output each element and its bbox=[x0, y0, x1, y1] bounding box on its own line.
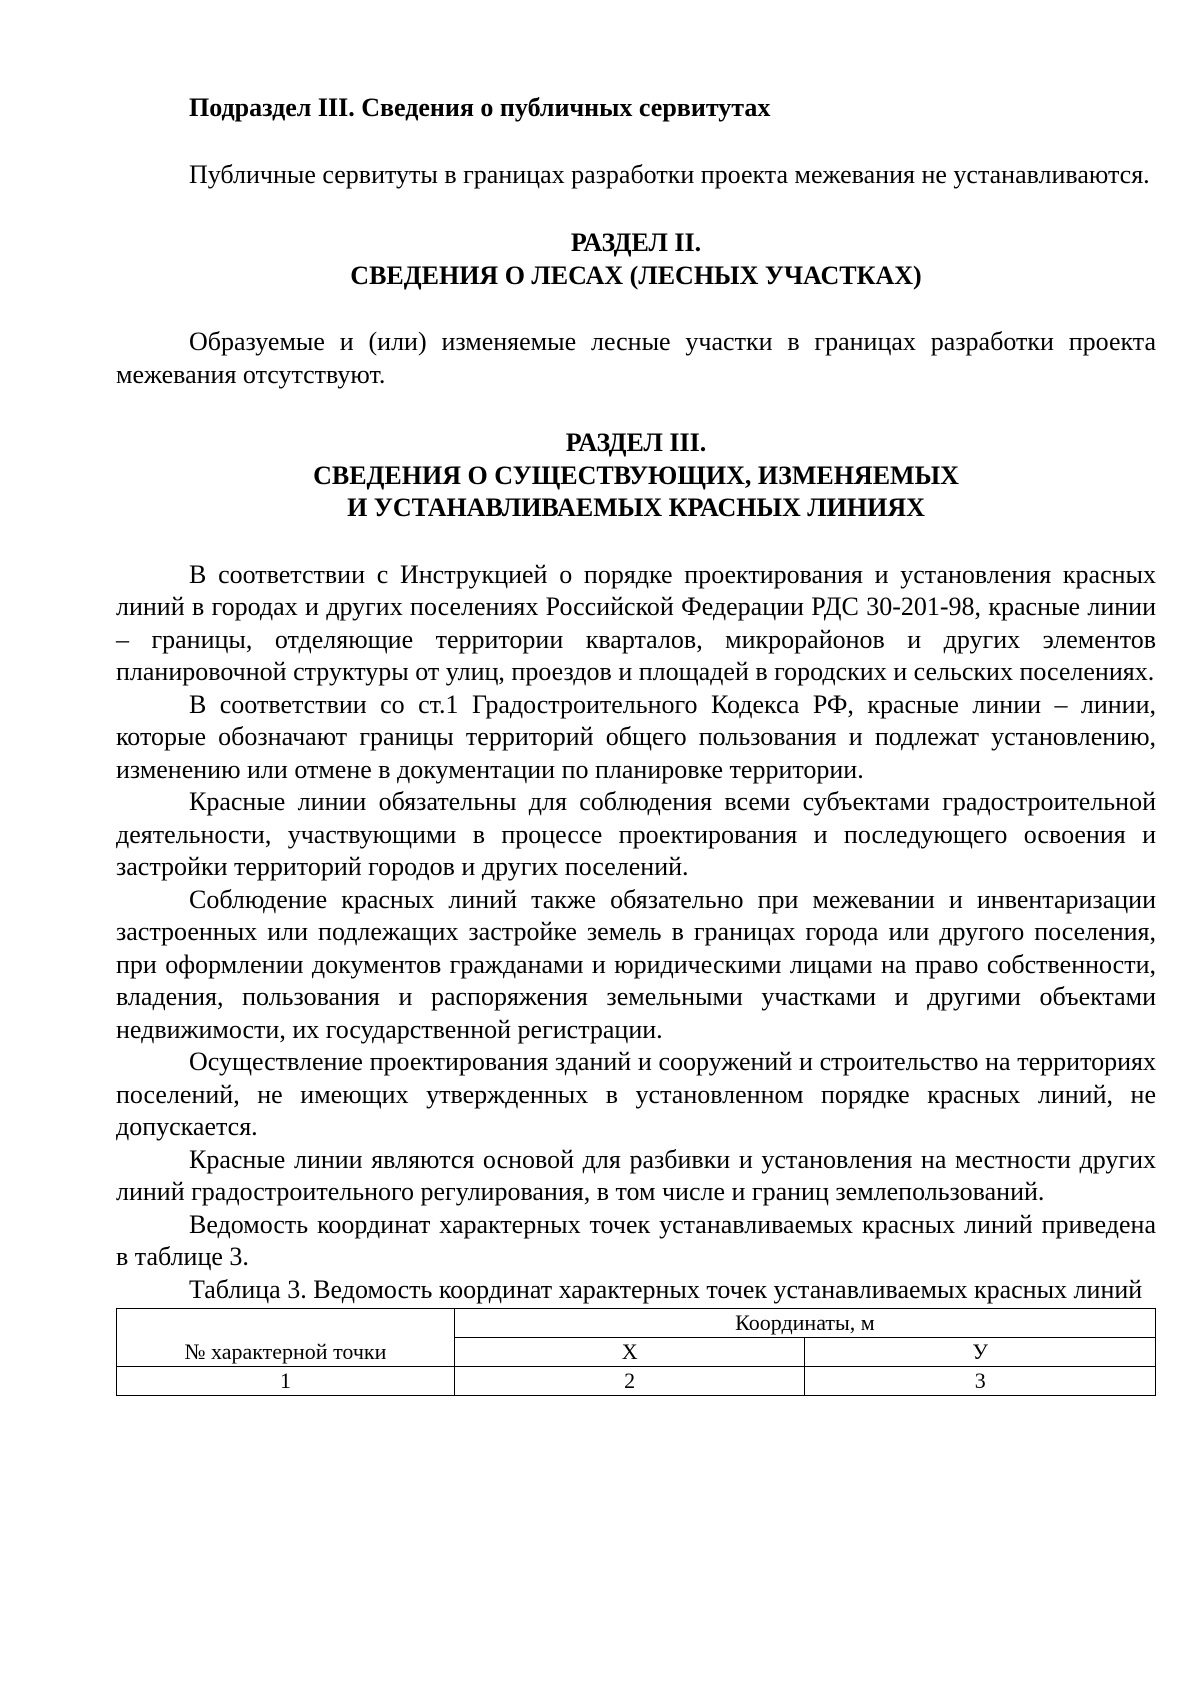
coordinates-header: Координаты, м bbox=[454, 1309, 1155, 1338]
paragraph-servitudes: Публичные сервитуты в границах разработки проекта межевания не устанавливаются. bbox=[189, 159, 1150, 189]
document-page bbox=[116, 92, 1156, 1396]
paragraph-red-lines-definition: В соответствии с Инструкцией о порядке проектирования и установления красных линий в городах и других поселениях Российской Федерации РДС 30-201-98, красные линии – границы, отделяющие территории кварталов, микрорайонов и других элементов планировочной структуры от улиц, проездов и площадей в городских и сельских поселениях. bbox=[116, 559, 1156, 686]
table-header-row bbox=[117, 1309, 1156, 1338]
numbering-cell: 2 bbox=[454, 1367, 805, 1396]
paragraph-red-lines-construction: Осуществление проектирования зданий и сооружений и строительство на территориях поселений, не имеющих утвержденных в установленном порядке красных линий, не допускается. bbox=[116, 1047, 1156, 1141]
y-header: У bbox=[805, 1338, 1156, 1367]
section-2-title: СВЕДЕНИЯ О ЛЕСАХ (ЛЕСНЫХ УЧАСТКАХ) bbox=[350, 260, 922, 290]
x-header: Х bbox=[454, 1338, 805, 1367]
numbering-cell: 1 bbox=[117, 1367, 455, 1396]
point-number-header: № характерной точки bbox=[117, 1309, 455, 1367]
coordinates-table bbox=[116, 1308, 1156, 1396]
section-3-number: РАЗДЕЛ III. bbox=[565, 428, 707, 457]
section-3-title-line-2: И УСТАНАВЛИВАЕМЫХ КРАСНЫХ ЛИНИЯХ bbox=[347, 493, 925, 522]
paragraph-coordinates-reference: Ведомость координат характерных точек устанавливаемых красных линий приведена в таблице 3. bbox=[116, 1209, 1156, 1271]
table-caption: Таблица 3. Ведомость координат характерных точек устанавливаемых красных линий bbox=[189, 1274, 1143, 1304]
paragraph-red-lines-surveying: Соблюдение красных линий также обязательно при межевании и инвентаризации застроенных или подлежащих застройке земель в границах города или другого поселения, при оформлении документов гражданами и юридическими лицами на право собственности, владения, пользования и распоряжения земельными участками и другими объектами недвижимости, их государственной регистрации. bbox=[116, 884, 1156, 1044]
section-3-heading bbox=[116, 427, 1156, 525]
paragraph-red-lines-basis: Красные линии являются основой для разбивки и установления на местности других линий градостроительного регулирования, в том числе и границ землепользований. bbox=[116, 1144, 1156, 1206]
paragraph-red-lines-mandatory: Красные линии обязательны для соблюдения всеми субъектами градостроительной деятельности, участвующими в процессе проектирования и последующего освоения и застройки территорий городов и других поселений. bbox=[116, 787, 1156, 881]
paragraph-red-lines-code: В соответствии со ст.1 Градостроительного Кодекса РФ, красные линии – линии, которые обозначают границы территорий общего пользования и подлежат установлению, изменению или отмене в документации по планировке территории. bbox=[116, 689, 1156, 784]
section-3-title-line-1: СВЕДЕНИЯ О СУЩЕСТВУЮЩИХ, ИЗМЕНЯЕМЫХ bbox=[313, 460, 959, 490]
numbering-cell: 3 bbox=[805, 1367, 1156, 1396]
section-2-number: РАЗДЕЛ II. bbox=[570, 228, 702, 257]
paragraph-forests: Образуемые и (или) изменяемые лесные участки в границах разработки проекта межевания отсутствуют. bbox=[116, 327, 1156, 389]
subsection-heading: Подраздел III. Сведения о публичных сервитутах bbox=[189, 93, 771, 122]
table-numbering-row bbox=[117, 1367, 1156, 1396]
section-2-heading bbox=[116, 227, 1156, 292]
